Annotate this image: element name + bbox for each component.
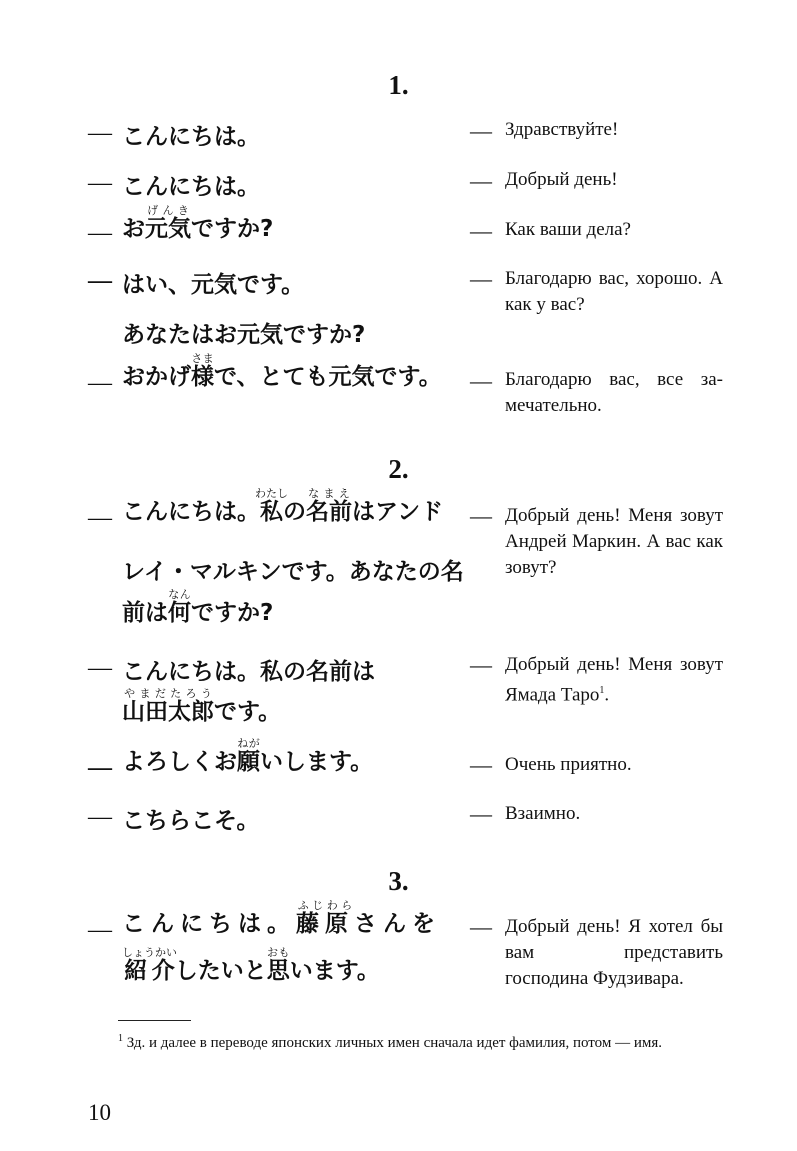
ru-line: Благодарю вас, все замечательно. <box>505 369 723 416</box>
dash: — <box>88 220 112 246</box>
ru-line <box>505 652 723 708</box>
footnote-mark: 1 <box>118 1033 123 1044</box>
ja-text: はアンド <box>352 499 444 525</box>
dash: — <box>88 370 112 396</box>
furigana: わたし <box>255 487 288 500</box>
furigana: なまえ <box>306 487 352 500</box>
dash: — <box>88 170 112 196</box>
furigana: ふじわら <box>296 899 354 912</box>
ja-text: こんにちは。 <box>122 911 296 937</box>
dash: — <box>88 755 112 781</box>
kanji: 名前 <box>306 499 352 525</box>
kanji: 何 <box>168 600 191 626</box>
dash: — <box>88 655 112 681</box>
ja-text: おかげ <box>122 364 191 390</box>
ruby-word <box>168 588 191 626</box>
footnote-text: Зд. и далее в переводе японских личных имен сначала идет фамилия, потом — имя. <box>126 1035 663 1051</box>
dash: — <box>470 503 492 528</box>
section-2-title: 2. <box>388 454 409 484</box>
kanji: 私 <box>255 499 288 525</box>
ru-line: Взаимно. <box>505 803 581 824</box>
dash: — <box>88 917 112 943</box>
ja-line: こちらこそ。 <box>122 808 260 834</box>
ru-line: Добрый день! Я хотел бы вам представить господина Фудзивара. <box>505 916 723 989</box>
ja-line <box>122 352 442 391</box>
furigana: やまだたろう <box>122 687 214 700</box>
dash: — <box>470 168 492 193</box>
furigana: しょうかい <box>122 946 177 959</box>
dash: — <box>88 505 112 531</box>
dash: — <box>470 368 492 393</box>
ru-line: Добрый день! Меня зовут Андрей Маркин. А вас как зовут? <box>505 505 723 578</box>
dash: — <box>470 914 492 939</box>
kanji: 元気 <box>145 216 191 242</box>
section-1-title: 1. <box>388 70 409 100</box>
ja-text: こんにちは。 <box>122 499 260 525</box>
ja-line <box>122 204 273 243</box>
ruby-word <box>145 204 191 242</box>
ru-line: Очень приятно. <box>505 754 632 775</box>
ja-text: で、とても元気です。 <box>214 364 442 390</box>
ru-line: Как ваши дела? <box>505 219 631 240</box>
ja-text: ですか? <box>191 216 274 242</box>
footnote-rule <box>118 1020 191 1021</box>
dash: — <box>470 118 492 143</box>
ruby-word <box>191 352 214 390</box>
ru-text: . <box>604 684 610 706</box>
ruby-word <box>255 487 288 525</box>
ru-line: Здравствуйте! <box>505 119 619 140</box>
ja-line: こんにちは。 <box>122 124 260 150</box>
furigana: なん <box>168 588 191 601</box>
furigana: さま <box>191 352 214 365</box>
ja-line: はい、元気です。 <box>122 272 305 298</box>
ja-text: よろしくお <box>122 749 237 775</box>
dash: — <box>470 218 492 243</box>
kanji: 紹介 <box>122 958 177 984</box>
furigana: げんき <box>145 204 191 217</box>
dash: — <box>88 268 112 294</box>
ja-text: 前は <box>122 600 168 626</box>
ja-text: です。 <box>214 699 282 725</box>
kanji: 山田太郎 <box>122 699 214 725</box>
ja-line <box>122 899 441 938</box>
ru-text: Добрый день! Меня зовут Ямада Таро <box>505 654 723 706</box>
section-3-title: 3. <box>388 866 409 896</box>
page-number: 10 <box>88 1100 111 1125</box>
dash: — <box>88 804 112 830</box>
ruby-word <box>296 899 354 937</box>
ja-text: の <box>283 499 306 525</box>
ja-line <box>122 588 273 627</box>
ja-line <box>122 737 373 776</box>
dash: — <box>470 801 492 826</box>
ja-text: います。 <box>289 958 380 984</box>
dash: — <box>470 652 492 677</box>
ja-line: レイ・マルキンです。あなたの名 <box>122 559 464 585</box>
dash: — <box>470 266 492 291</box>
ja-line: あなたはお元気ですか? <box>122 322 366 348</box>
ja-text: したいと <box>174 958 267 984</box>
kanji: 思 <box>266 958 290 984</box>
ru-line: Добрый день! <box>505 169 618 190</box>
footnote-ref: 1 <box>599 685 605 696</box>
ja-line <box>122 687 281 726</box>
dash: — <box>470 752 492 777</box>
ja-text: いします。 <box>260 749 374 775</box>
ja-line: こんにちは。私の名前は <box>122 659 375 685</box>
ruby-word <box>306 487 352 525</box>
kanji: 藤原 <box>296 911 354 937</box>
ja-line <box>122 487 443 526</box>
ja-text: ですか? <box>191 600 274 626</box>
furigana: ねが <box>237 737 260 750</box>
ja-line <box>122 946 380 985</box>
ruby-word <box>237 737 260 775</box>
ruby-word <box>266 946 290 984</box>
ja-text: お <box>122 216 145 242</box>
ruby-word <box>122 946 177 984</box>
kanji: 様 <box>191 364 214 390</box>
dash: — <box>88 120 112 146</box>
ja-text: さんを <box>354 911 441 937</box>
ja-line: こんにちは。 <box>122 174 260 200</box>
furigana: おも <box>266 946 290 959</box>
footnote <box>118 1028 724 1054</box>
ru-line: Благодарю вас, хорошо. А как у вас? <box>505 268 723 315</box>
kanji: 願 <box>237 749 260 775</box>
ruby-word <box>122 687 214 725</box>
